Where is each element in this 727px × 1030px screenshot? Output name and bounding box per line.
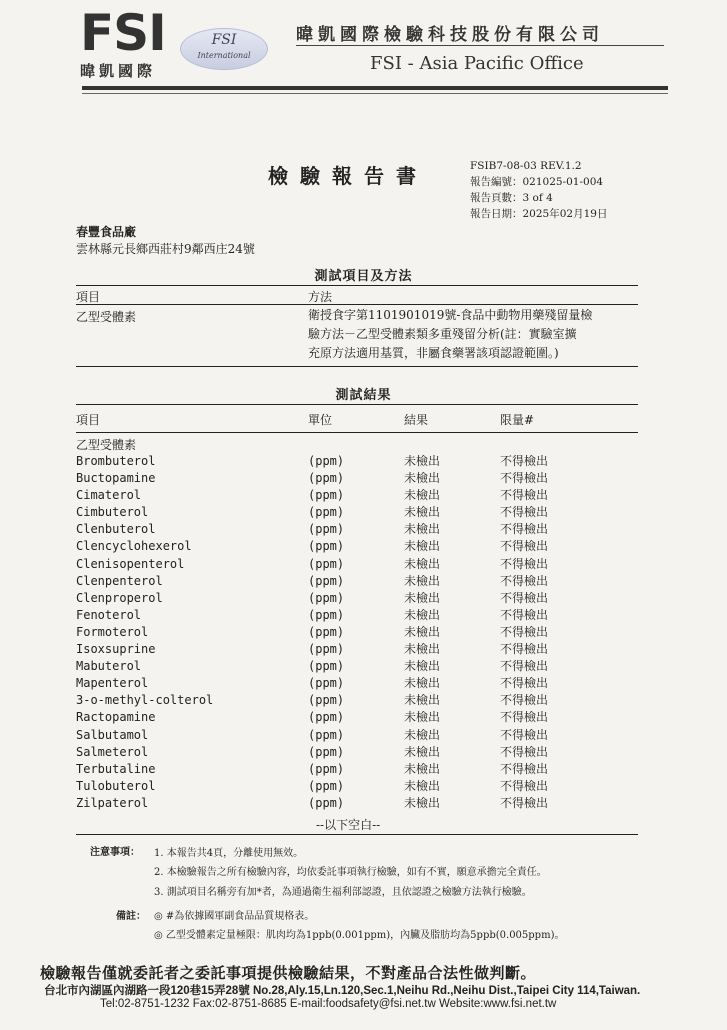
footer-contact: Tel:02-8751-1232 Fax:02-8751-8685 E-mail:foodsafety@fsi.net.tw Website:www.fsi.net.tw (100, 998, 557, 1010)
results-header-rule (76, 432, 638, 433)
table-row (76, 487, 656, 504)
row-item-name: Clencyclohexerol (76, 539, 192, 554)
row-limit: 不得檢出 (500, 624, 549, 639)
row-unit: (ppm) (308, 488, 345, 503)
emblem-subtitle: International (197, 51, 251, 60)
report-title: 檢驗報告書 (268, 164, 428, 188)
table-row (76, 692, 656, 709)
row-result: 未檢出 (404, 744, 441, 759)
row-item-name: 3-o-methyl-colterol (76, 693, 214, 708)
row-result: 未檢出 (404, 659, 441, 674)
table-row (76, 573, 656, 590)
table-row (76, 709, 656, 726)
results-section-title: 測試結果 (335, 388, 392, 403)
row-result: 未檢出 (404, 693, 441, 708)
row-item-name: Clenpenterol (76, 573, 163, 588)
row-unit: (ppm) (308, 607, 345, 622)
row-item-name: Ractopamine (76, 710, 156, 725)
row-item-name: Cimbuterol (76, 505, 149, 520)
row-unit: (ppm) (308, 727, 345, 742)
table-row (76, 556, 656, 573)
row-result: 未檢出 (404, 556, 441, 571)
methods-bottom-rule (76, 366, 638, 367)
row-limit: 不得檢出 (500, 505, 549, 520)
row-unit: (ppm) (308, 795, 345, 810)
header-rule-thin (82, 93, 668, 94)
table-row (76, 504, 656, 521)
row-unit: (ppm) (308, 522, 345, 537)
row-result: 未檢出 (404, 676, 441, 691)
fsi-international-emblem (180, 28, 268, 70)
row-unit: (ppm) (308, 454, 345, 468)
row-result: 未檢出 (404, 727, 441, 742)
row-unit: (ppm) (308, 744, 345, 759)
row-limit: 不得檢出 (500, 556, 549, 571)
footer-disclaimer: 檢驗報告僅就委託者之委託事項提供檢驗結果，不對產品合法性做判斷。 (40, 964, 537, 982)
row-item-name: Cimaterol (76, 488, 142, 503)
row-result: 未檢出 (404, 488, 441, 503)
row-result: 未檢出 (404, 590, 441, 605)
results-bottom-rule (76, 834, 638, 835)
row-result: 未檢出 (404, 607, 441, 622)
row-unit: (ppm) (308, 642, 345, 657)
client-name: 春豐食品廠 (76, 225, 137, 239)
table-row (76, 675, 656, 692)
report-pages: 報告頁數：3 of 4 (470, 192, 553, 204)
row-item-name: Buctopamine (76, 471, 156, 486)
row-item-name: Formoterol (76, 624, 149, 639)
methods-item: 乙型受體素 (76, 310, 137, 324)
row-result: 未檢出 (404, 471, 441, 486)
row-unit: (ppm) (308, 471, 345, 486)
method-line: 驗方法－乙型受體素類多重殘留分析(註：實驗室擴 (308, 327, 577, 341)
row-unit: (ppm) (308, 659, 345, 674)
header-rule (82, 86, 668, 90)
form-code: FSIB7-08-03 REV.1.2 (470, 160, 582, 172)
company-name-en: FSI - Asia Pacific Office (370, 53, 584, 74)
row-limit: 不得檢出 (500, 659, 549, 674)
row-item-name: Clenisopenterol (76, 556, 185, 571)
methods-top-rule (76, 285, 638, 286)
row-item-name: Fenoterol (76, 607, 142, 622)
emblem-title: FSI (211, 32, 237, 48)
row-limit: 不得檢出 (500, 710, 549, 725)
row-limit: 不得檢出 (500, 607, 549, 622)
row-item-name: Salbutamol (76, 727, 149, 742)
row-limit: 不得檢出 (500, 778, 549, 793)
row-result: 未檢出 (404, 539, 441, 554)
row-limit: 不得檢出 (500, 761, 549, 776)
table-row (76, 624, 656, 641)
table-row (76, 453, 656, 470)
row-limit: 不得檢出 (500, 488, 549, 503)
results-group: 乙型受體素 (76, 438, 137, 452)
methods-col-item: 項目 (76, 290, 101, 304)
row-unit: (ppm) (308, 573, 345, 588)
method-line: 衛授食字第1101901019號-食品中動物用藥殘留量檢 (308, 308, 593, 322)
notes-label: 注意事項： (90, 847, 140, 858)
table-row (76, 641, 656, 658)
logo-chinese-name: 暐凱國際 (80, 62, 157, 80)
note-item: 2. 本檢驗報告之所有檢驗內容，均依委託事項執行檢驗，如有不實，願意承擔完全責任。 (154, 867, 547, 878)
row-unit: (ppm) (308, 505, 345, 520)
row-item-name: Salmeterol (76, 744, 149, 759)
row-unit: (ppm) (308, 556, 345, 571)
method-line: 充原方法適用基質，非屬食藥署該項認證範圍。) (308, 346, 559, 360)
row-result: 未檢出 (404, 795, 441, 810)
table-row (76, 590, 656, 607)
report-number: 報告編號：021025-01-004 (470, 176, 604, 188)
row-result: 未檢出 (404, 761, 441, 776)
table-row (76, 761, 656, 778)
row-result: 未檢出 (404, 522, 441, 537)
footer-address: 台北市內湖區內湖路一段120巷15弄28號 No.28,Aly.15,Ln.120,Sec.1,Neihu Rd.,Neihu Dist.,Taipei City 114,Taiwan. (44, 985, 641, 997)
row-item-name: Mabuterol (76, 659, 142, 674)
remark-item: ◎ 乙型受體素定量極限：肌肉均為1ppb(0.001ppm)，內臟及脂肪均為5ppb(0.005ppm)。 (154, 930, 565, 941)
row-item-name: Mapenterol (76, 676, 149, 691)
row-result: 未檢出 (404, 778, 441, 793)
client-address: 雲林縣元長鄉西莊村9鄰西庄24號 (76, 242, 255, 256)
row-item-name: Clenproperol (76, 590, 163, 605)
row-result: 未檢出 (404, 573, 441, 588)
methods-section-title: 測試項目及方法 (314, 269, 413, 284)
row-item-name: Isoxsuprine (76, 642, 156, 657)
company-underline (296, 45, 664, 46)
row-item-name: Zilpaterol (76, 795, 149, 810)
end-of-data-mark: --以下空白-- (316, 818, 381, 832)
results-table (76, 453, 656, 812)
row-result: 未檢出 (404, 642, 441, 657)
methods-col-method: 方法 (308, 290, 333, 304)
row-limit: 不得檢出 (500, 454, 549, 468)
remark-item: ◎ #為依據國軍副食品品質規格表。 (154, 911, 315, 922)
row-item-name: Brombuterol (76, 454, 156, 468)
row-unit: (ppm) (308, 539, 345, 554)
row-unit: (ppm) (308, 590, 345, 605)
company-name-cn: 暐凱國際檢驗科技股份有限公司 (296, 25, 604, 45)
table-row (76, 744, 656, 761)
table-row (76, 658, 656, 675)
remarks-label: 備註： (116, 911, 146, 922)
row-result: 未檢出 (404, 624, 441, 639)
row-result: 未檢出 (404, 505, 441, 520)
row-unit: (ppm) (308, 624, 345, 639)
report-date: 報告日期：2025年02月19日 (470, 208, 608, 220)
note-item: 1. 本報告共4頁，分離使用無效。 (154, 848, 304, 859)
row-unit: (ppm) (308, 761, 345, 776)
table-row (76, 795, 656, 812)
table-row (76, 538, 656, 555)
row-result: 未檢出 (404, 454, 441, 468)
results-col-result: 結果 (404, 413, 429, 427)
results-col-unit: 單位 (308, 413, 333, 427)
methods-description (308, 306, 648, 363)
row-limit: 不得檢出 (500, 676, 549, 691)
row-item-name: Tulobuterol (76, 778, 156, 793)
row-unit: (ppm) (308, 693, 345, 708)
company-logo: FSI (80, 4, 166, 62)
table-row (76, 470, 656, 487)
methods-header-rule (76, 304, 638, 305)
row-limit: 不得檢出 (500, 573, 549, 588)
row-result: 未檢出 (404, 710, 441, 725)
row-limit: 不得檢出 (500, 693, 549, 708)
row-limit: 不得檢出 (500, 727, 549, 742)
client-info (76, 224, 255, 258)
table-row (76, 727, 656, 744)
row-item-name: Terbutaline (76, 761, 156, 776)
results-col-limit: 限量# (500, 413, 535, 427)
results-col-item: 項目 (76, 413, 101, 427)
row-unit: (ppm) (308, 676, 345, 691)
table-row (76, 778, 656, 795)
row-limit: 不得檢出 (500, 539, 549, 554)
table-row (76, 607, 656, 624)
row-limit: 不得檢出 (500, 522, 549, 537)
results-top-rule (76, 404, 638, 405)
row-unit: (ppm) (308, 710, 345, 725)
row-item-name: Clenbuterol (76, 522, 156, 537)
row-limit: 不得檢出 (500, 795, 549, 810)
row-unit: (ppm) (308, 778, 345, 793)
report-meta (470, 158, 607, 222)
note-item: 3. 測試項目名稱旁有加*者，為通過衛生福利部認證，且依認證之檢驗方法執行檢驗。 (154, 887, 532, 898)
row-limit: 不得檢出 (500, 744, 549, 759)
row-limit: 不得檢出 (500, 471, 549, 486)
row-limit: 不得檢出 (500, 590, 549, 605)
table-row (76, 521, 656, 538)
row-limit: 不得檢出 (500, 642, 549, 657)
